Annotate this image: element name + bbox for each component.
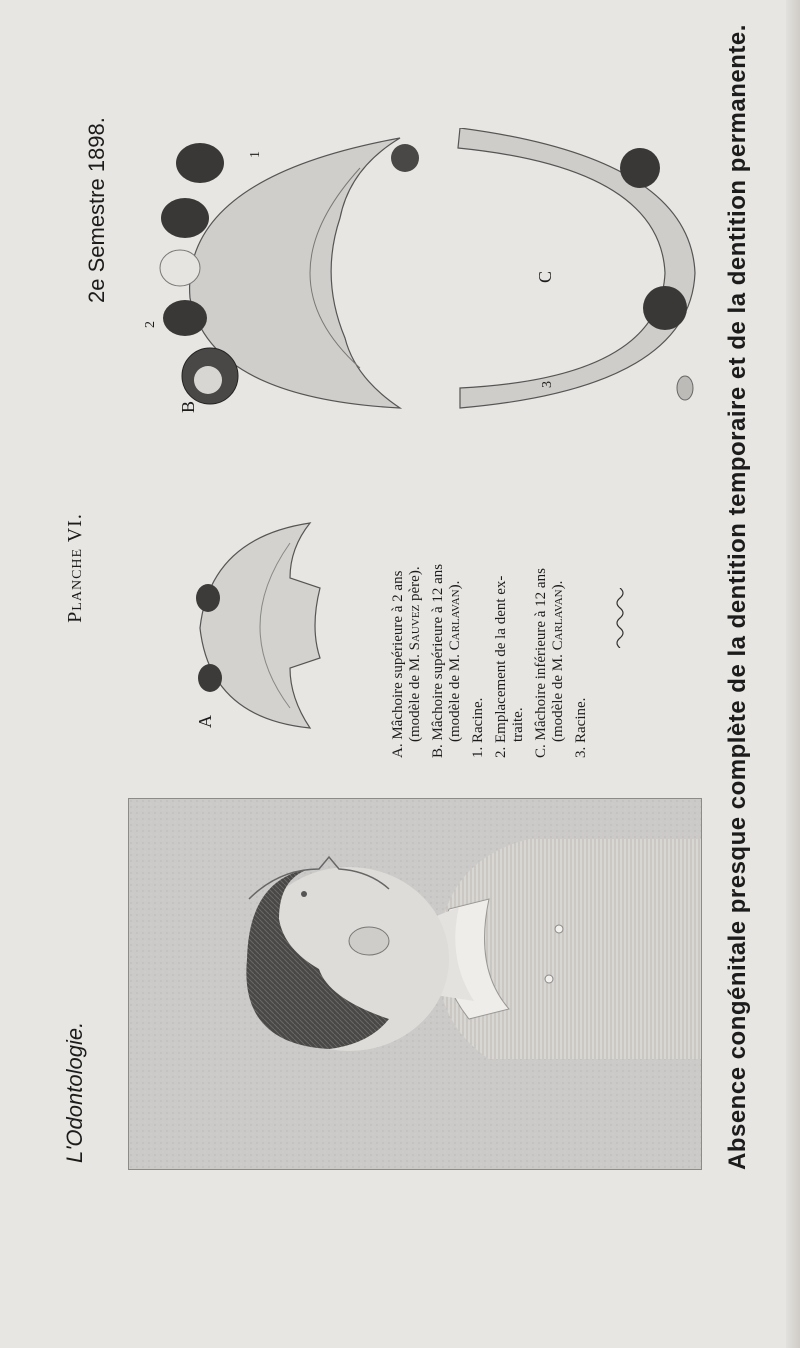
figure-label-3: 3 (540, 381, 555, 388)
figure-label-c: C (535, 270, 555, 283)
caption-item-2 (493, 498, 527, 758)
figure-label-a: A (195, 715, 215, 728)
figure-b-upper-jaw-12-years (150, 128, 420, 418)
plate-word: lanche (64, 547, 86, 611)
figure-label-2: 2 (143, 321, 158, 328)
jaw-a-drawing (170, 508, 330, 748)
semester: 2e Semestre 1898. (84, 117, 109, 303)
caption-a-text: A. Mâchoire supérieure à 2 ans (390, 570, 406, 758)
caption-c-model-post: ). (550, 580, 566, 590)
caption-item-2a: 2. Emplacement de la dent ex- (493, 575, 509, 758)
plate-number (64, 388, 87, 748)
caption-a-model (407, 498, 424, 758)
jaw-c-drawing (440, 128, 700, 418)
caption-a-model-name: Sauvez (407, 604, 423, 651)
caption-c-model-pre: (modèle de M. (550, 650, 566, 742)
caption-item-3: 3. Racine. (573, 697, 589, 758)
caption-b-model (447, 498, 464, 758)
patient-photograph (128, 798, 702, 1170)
ornament-divider (614, 588, 626, 648)
plate-prefix: P (64, 610, 86, 623)
caption-c-text: C. Mâchoire inférieure à 12 ans (533, 568, 549, 758)
caption-b-text: B. Mâchoire supérieure à 12 ans (430, 563, 446, 758)
caption-b-model-pre: (modèle de M. (447, 650, 463, 742)
caption-a-model-pre: (modèle de M. (407, 650, 423, 742)
figure-label-1: 1 (248, 151, 263, 158)
caption-b-model-name: Carlavan (447, 589, 463, 651)
journal-title: L'Odontologie. (62, 1021, 87, 1163)
caption-a-model-post: père). (407, 566, 423, 605)
plate-title: Absence congénitale presque complète de la dentition temporaire et de la dentition permanente. (724, 24, 751, 1170)
caption (390, 498, 596, 758)
caption-b-model-post: ). (447, 580, 463, 590)
caption-b (430, 498, 464, 758)
caption-c-model (550, 498, 567, 758)
patient-profile-illustration (129, 799, 701, 1169)
caption-c (533, 498, 567, 758)
plate-numeral: VI. (64, 513, 86, 543)
figure-label-b: B (178, 400, 198, 413)
caption-item-2b: traite. (510, 707, 526, 742)
figure-a-upper-jaw-2-years (170, 508, 330, 748)
caption-a (390, 498, 424, 758)
caption-c-model-name: Carlavan (550, 589, 566, 651)
caption-item-1: 1. Racine. (470, 697, 486, 758)
figure-c-lower-jaw-12-years (440, 128, 700, 418)
jaw-b-drawing (150, 128, 420, 418)
